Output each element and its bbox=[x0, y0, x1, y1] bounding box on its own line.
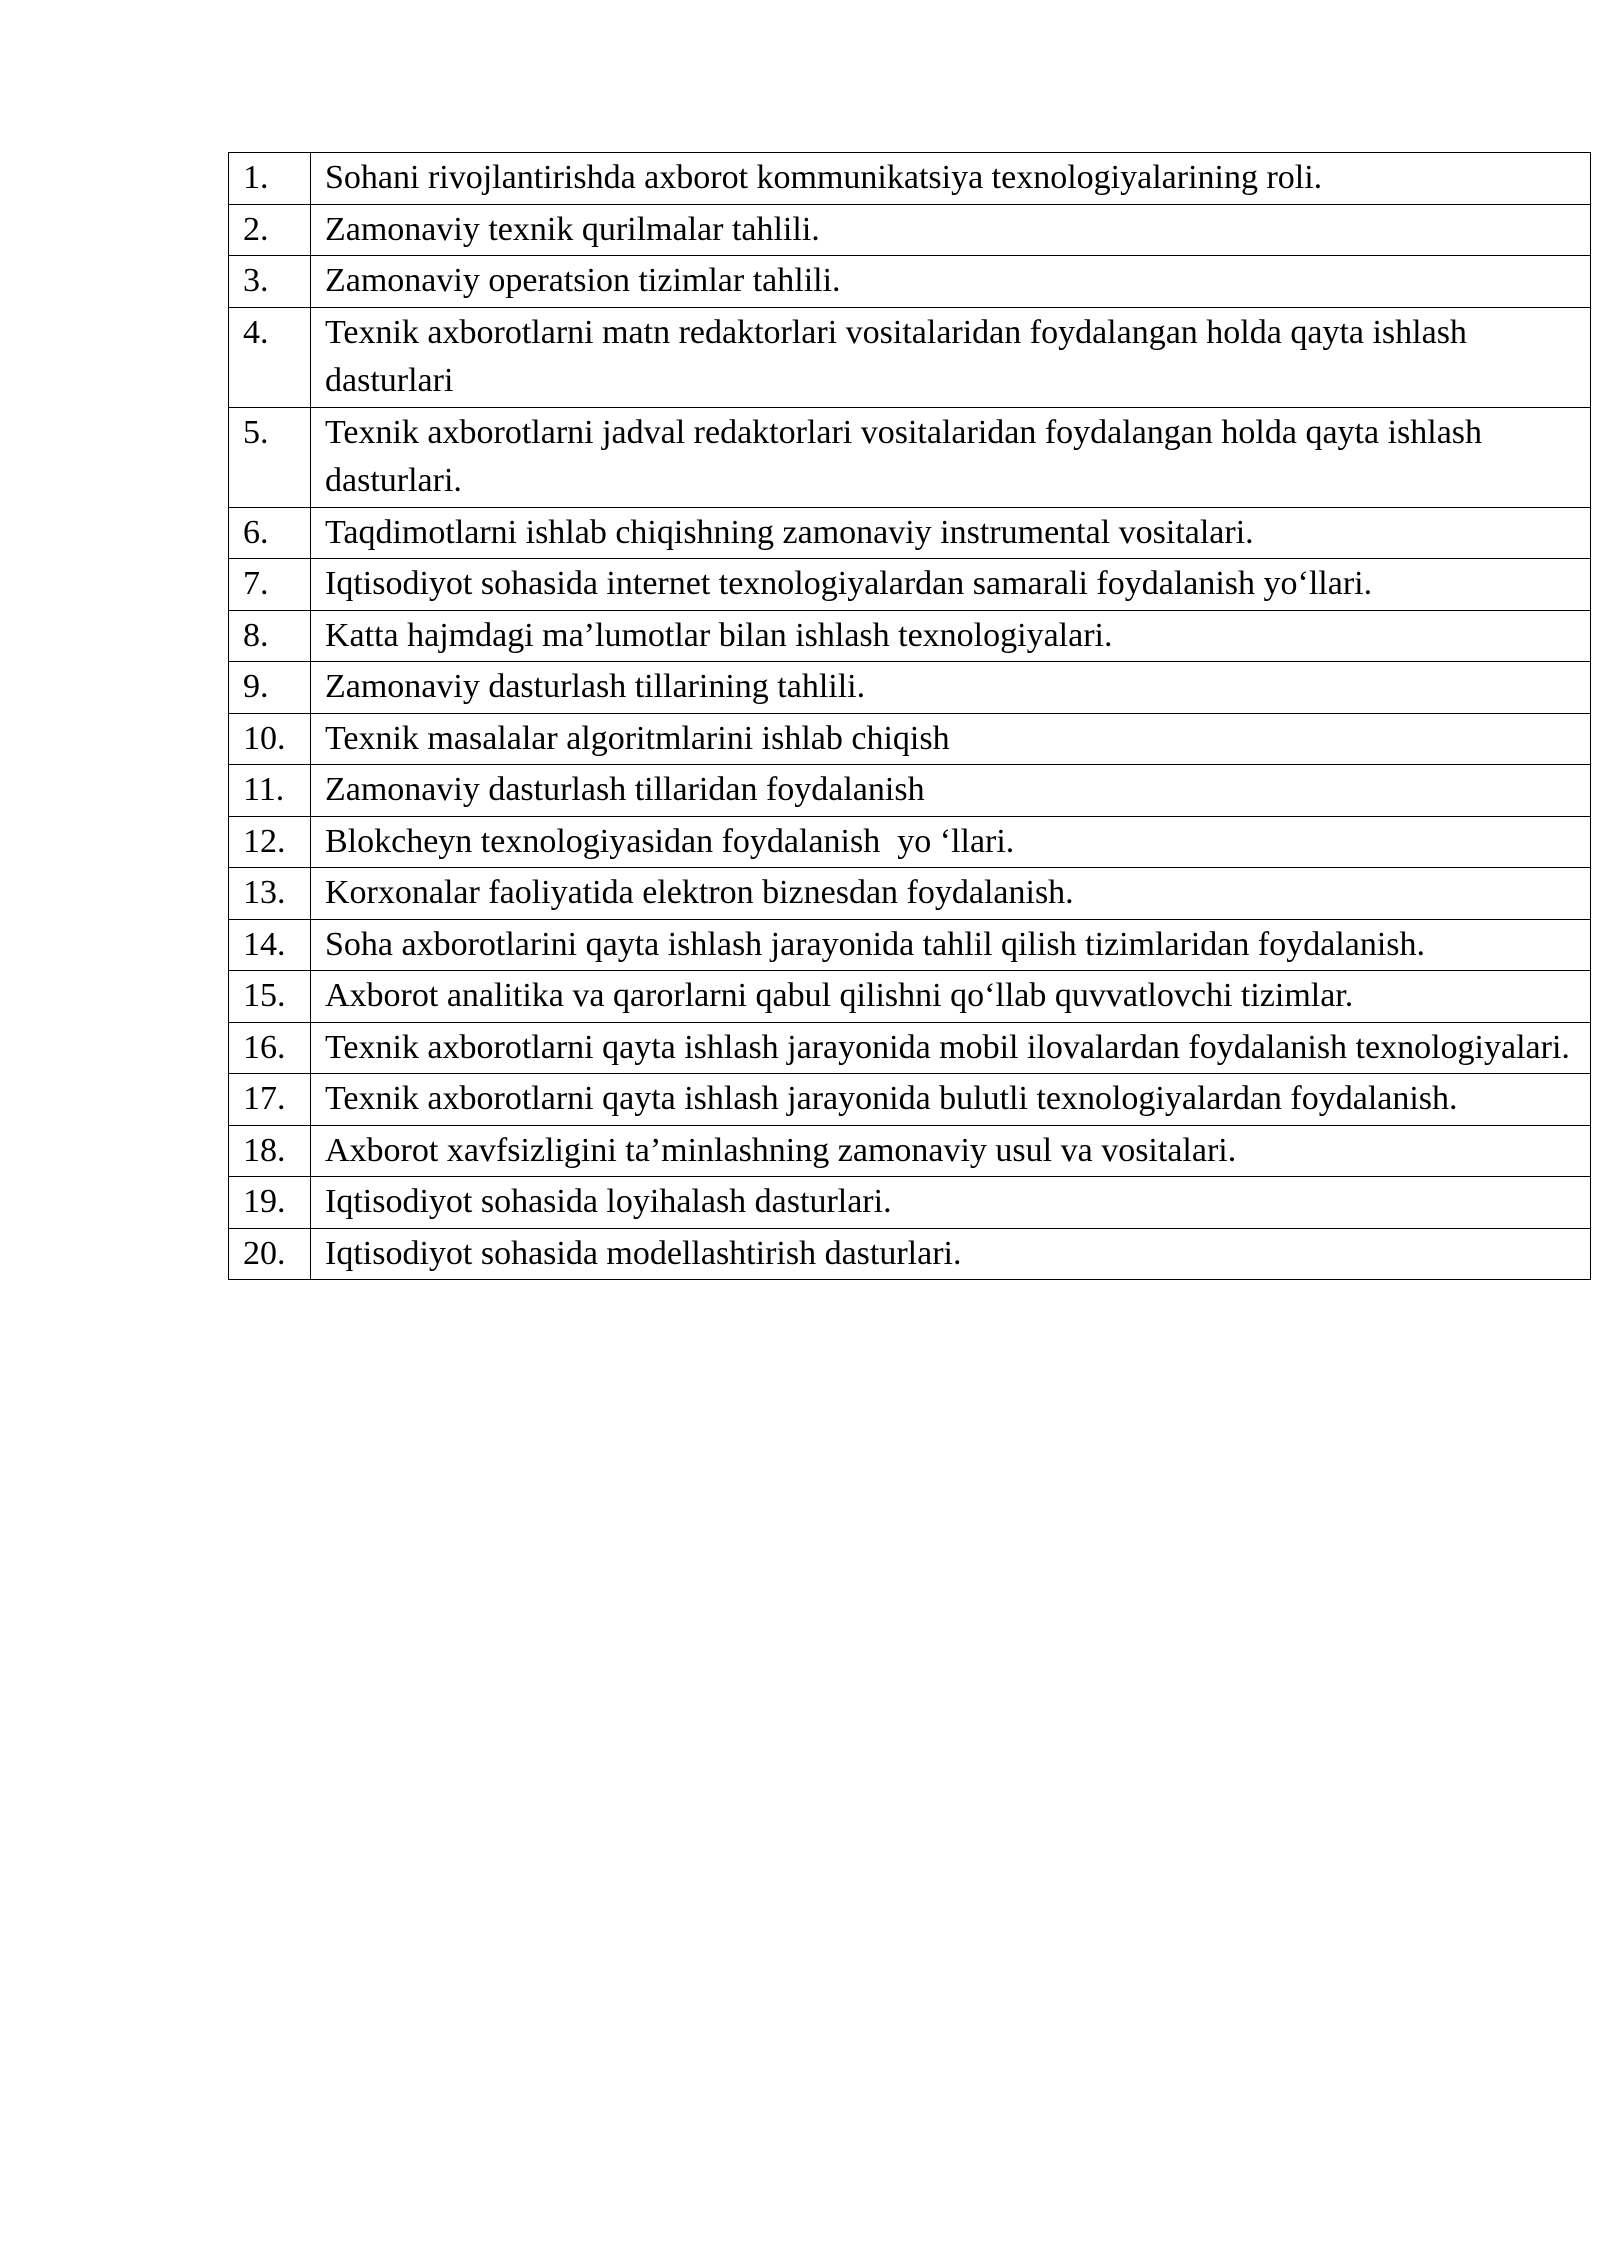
row-topic: Taqdimotlarni ishlab chiqishning zamonaviy instrumental vositalari. bbox=[311, 507, 1591, 559]
row-topic: Sohani rivojlantirishda axborot kommunikatsiya texnologiyalarining roli. bbox=[311, 153, 1591, 205]
table-row bbox=[229, 307, 1591, 407]
row-number: 19. bbox=[229, 1177, 311, 1229]
row-number: 16. bbox=[229, 1022, 311, 1074]
table-row bbox=[229, 868, 1591, 920]
row-topic: Iqtisodiyot sohasida modellashtirish dasturlari. bbox=[311, 1228, 1591, 1280]
table-row bbox=[229, 713, 1591, 765]
table-row bbox=[229, 407, 1591, 507]
table-row bbox=[229, 1228, 1591, 1280]
row-number: 10. bbox=[229, 713, 311, 765]
row-number: 9. bbox=[229, 662, 311, 714]
row-number: 18. bbox=[229, 1125, 311, 1177]
row-topic: Korxonalar faoliyatida elektron biznesdan foydalanish. bbox=[311, 868, 1591, 920]
table-row bbox=[229, 765, 1591, 817]
row-number: 17. bbox=[229, 1074, 311, 1126]
row-topic: Zamonaviy texnik qurilmalar tahlili. bbox=[311, 204, 1591, 256]
row-number: 5. bbox=[229, 407, 311, 507]
row-number: 12. bbox=[229, 816, 311, 868]
row-number: 8. bbox=[229, 610, 311, 662]
row-number: 2. bbox=[229, 204, 311, 256]
row-topic: Texnik axborotlarni qayta ishlash jarayonida bulutli texnologiyalardan foydalanish. bbox=[311, 1074, 1591, 1126]
table-row bbox=[229, 256, 1591, 308]
row-topic: Soha axborotlarini qayta ishlash jarayonida tahlil qilish tizimlaridan foydalanish. bbox=[311, 919, 1591, 971]
row-topic: Texnik axborotlarni jadval redaktorlari vositalaridan foydalangan holda qayta ishlash dasturlari. bbox=[311, 407, 1591, 507]
row-topic: Texnik masalalar algoritmlarini ishlab chiqish bbox=[311, 713, 1591, 765]
row-number: 1. bbox=[229, 153, 311, 205]
row-number: 11. bbox=[229, 765, 311, 817]
row-number: 20. bbox=[229, 1228, 311, 1280]
topics-table bbox=[228, 152, 1591, 1280]
row-topic: Zamonaviy dasturlash tillarining tahlili. bbox=[311, 662, 1591, 714]
row-topic: Katta hajmdagi ma’lumotlar bilan ishlash texnologiyalari. bbox=[311, 610, 1591, 662]
table-row bbox=[229, 153, 1591, 205]
row-number: 14. bbox=[229, 919, 311, 971]
row-topic: Zamonaviy operatsion tizimlar tahlili. bbox=[311, 256, 1591, 308]
table-row bbox=[229, 971, 1591, 1023]
table-row bbox=[229, 507, 1591, 559]
table-row bbox=[229, 1125, 1591, 1177]
table-row bbox=[229, 919, 1591, 971]
row-number: 3. bbox=[229, 256, 311, 308]
row-topic: Iqtisodiyot sohasida internet texnologiyalardan samarali foydalanish yo‘llari. bbox=[311, 559, 1591, 611]
table-row bbox=[229, 662, 1591, 714]
row-topic: Texnik axborotlarni matn redaktorlari vositalaridan foydalangan holda qayta ishlash dasturlari bbox=[311, 307, 1591, 407]
table-row bbox=[229, 204, 1591, 256]
table-row bbox=[229, 559, 1591, 611]
row-topic: Texnik axborotlarni qayta ishlash jarayonida mobil ilovalardan foydalanish texnologiyalari. bbox=[311, 1022, 1591, 1074]
row-number: 13. bbox=[229, 868, 311, 920]
table-row bbox=[229, 816, 1591, 868]
table-row bbox=[229, 1074, 1591, 1126]
row-number: 4. bbox=[229, 307, 311, 407]
row-topic: Axborot analitika va qarorlarni qabul qilishni qo‘llab quvvatlovchi tizimlar. bbox=[311, 971, 1591, 1023]
table-row bbox=[229, 1022, 1591, 1074]
table-row bbox=[229, 610, 1591, 662]
row-topic: Zamonaviy dasturlash tillaridan foydalanish bbox=[311, 765, 1591, 817]
row-topic: Blokcheyn texnologiyasidan foydalanish yo ‘llari. bbox=[311, 816, 1591, 868]
row-topic: Iqtisodiyot sohasida loyihalash dasturlari. bbox=[311, 1177, 1591, 1229]
table-row bbox=[229, 1177, 1591, 1229]
row-topic: Axborot xavfsizligini ta’minlashning zamonaviy usul va vositalari. bbox=[311, 1125, 1591, 1177]
row-number: 6. bbox=[229, 507, 311, 559]
row-number: 15. bbox=[229, 971, 311, 1023]
row-number: 7. bbox=[229, 559, 311, 611]
